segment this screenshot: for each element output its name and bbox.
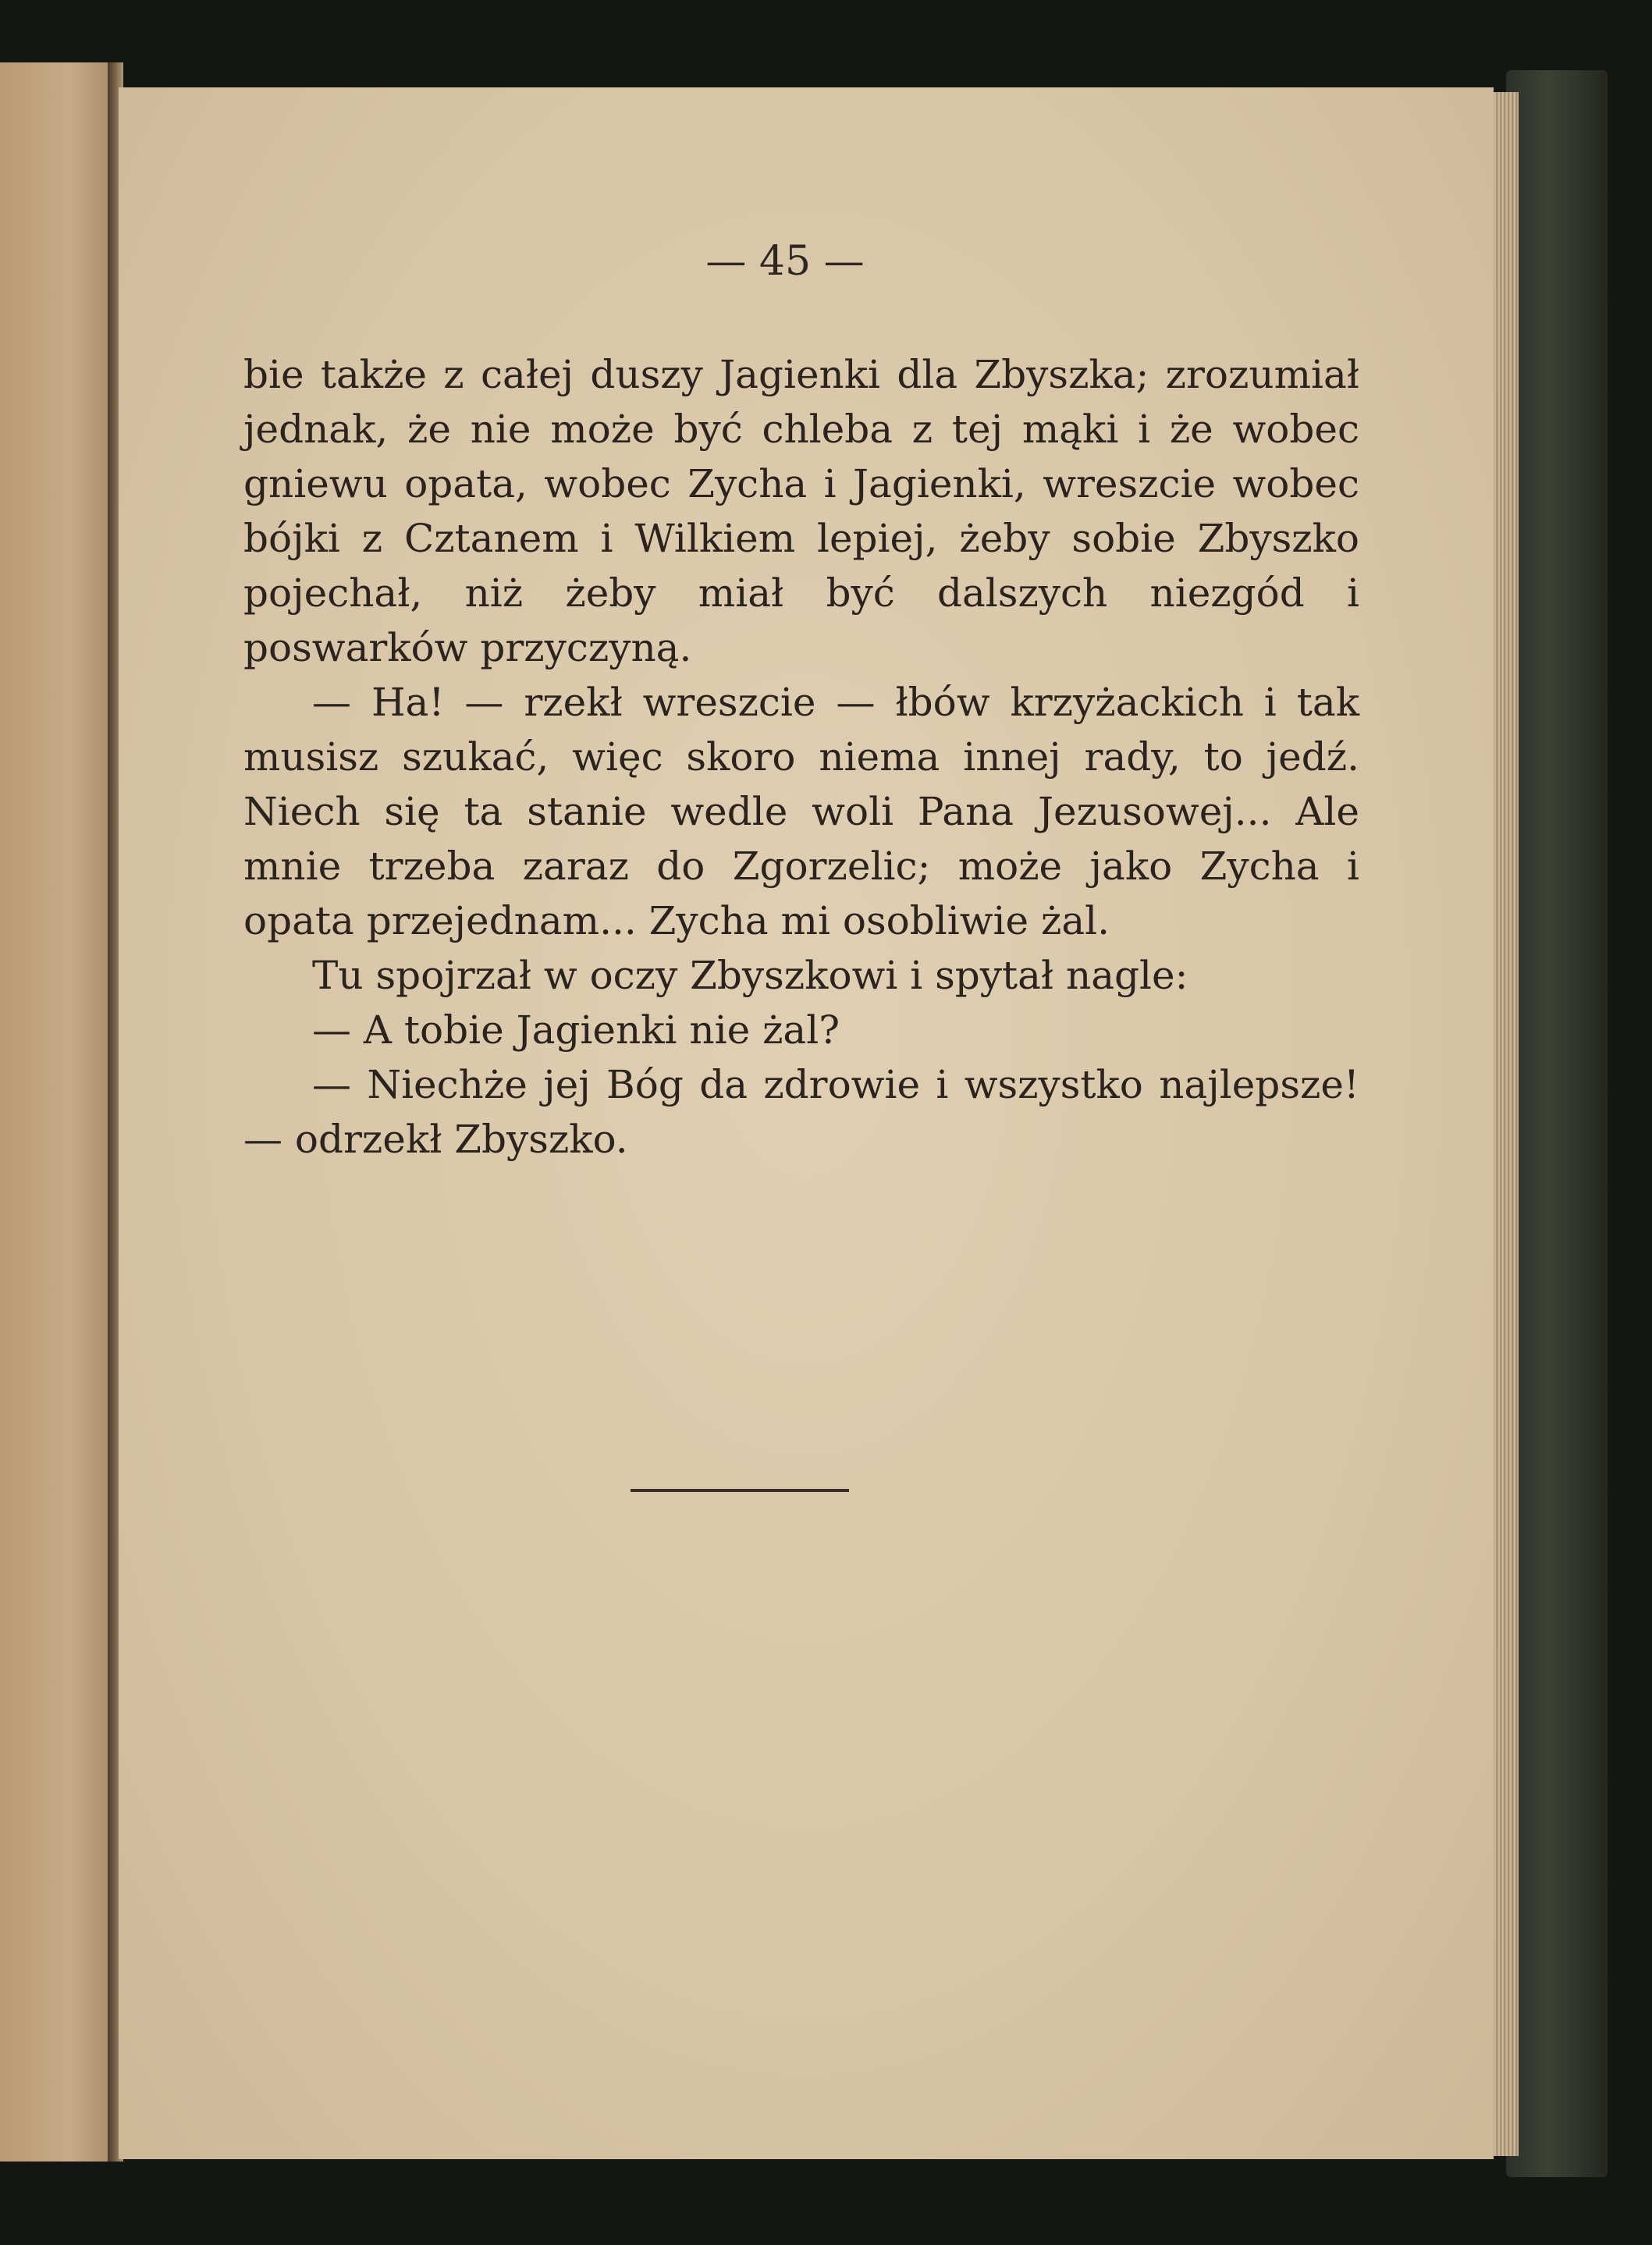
body-text [243, 347, 1359, 1167]
page-stack-edge [1490, 92, 1519, 2156]
end-rule-divider [631, 1489, 849, 1492]
paragraph: bie także z całej duszy Jagienki dla Zbyszka; zrozumiał jednak, że nie może być chleba z tej mąki i że wobec gniewu opata, wobec Zycha i Jagienki, wreszcie wobec bójki z Cztanem i Wilkiem lepiej, żeby sobie Zbyszko pojechał, niż żeby miał być dalszych niezgód i poswarków przyczyną. [243, 352, 1359, 670]
paragraph: Tu spojrzał w oczy Zbyszkowi i spytał nagle: [312, 953, 1188, 998]
paragraph: — Ha! — rzekł wreszcie — łbów krzyżackich i tak musisz szukać, więc skoro niema innej rady, to jedź. Niech się ta stanie wedle woli Pana Jezusowej... Ale mnie trzeba zaraz do Zgorzelic; może jako Zycha i opata przejednam... Zycha mi osobliwie żal. [243, 680, 1359, 943]
paragraph: — A tobie Jagienki nie żal? [312, 1007, 840, 1053]
book-page [119, 87, 1494, 2159]
book-cover-edge [1506, 70, 1608, 2177]
page-number: — 45 — [705, 238, 865, 285]
left-page-edge [0, 62, 117, 2162]
paragraph: — Niechże jej Bóg da zdrowie i wszystko najlepsze! — odrzekł Zbyszko. [243, 1062, 1359, 1162]
